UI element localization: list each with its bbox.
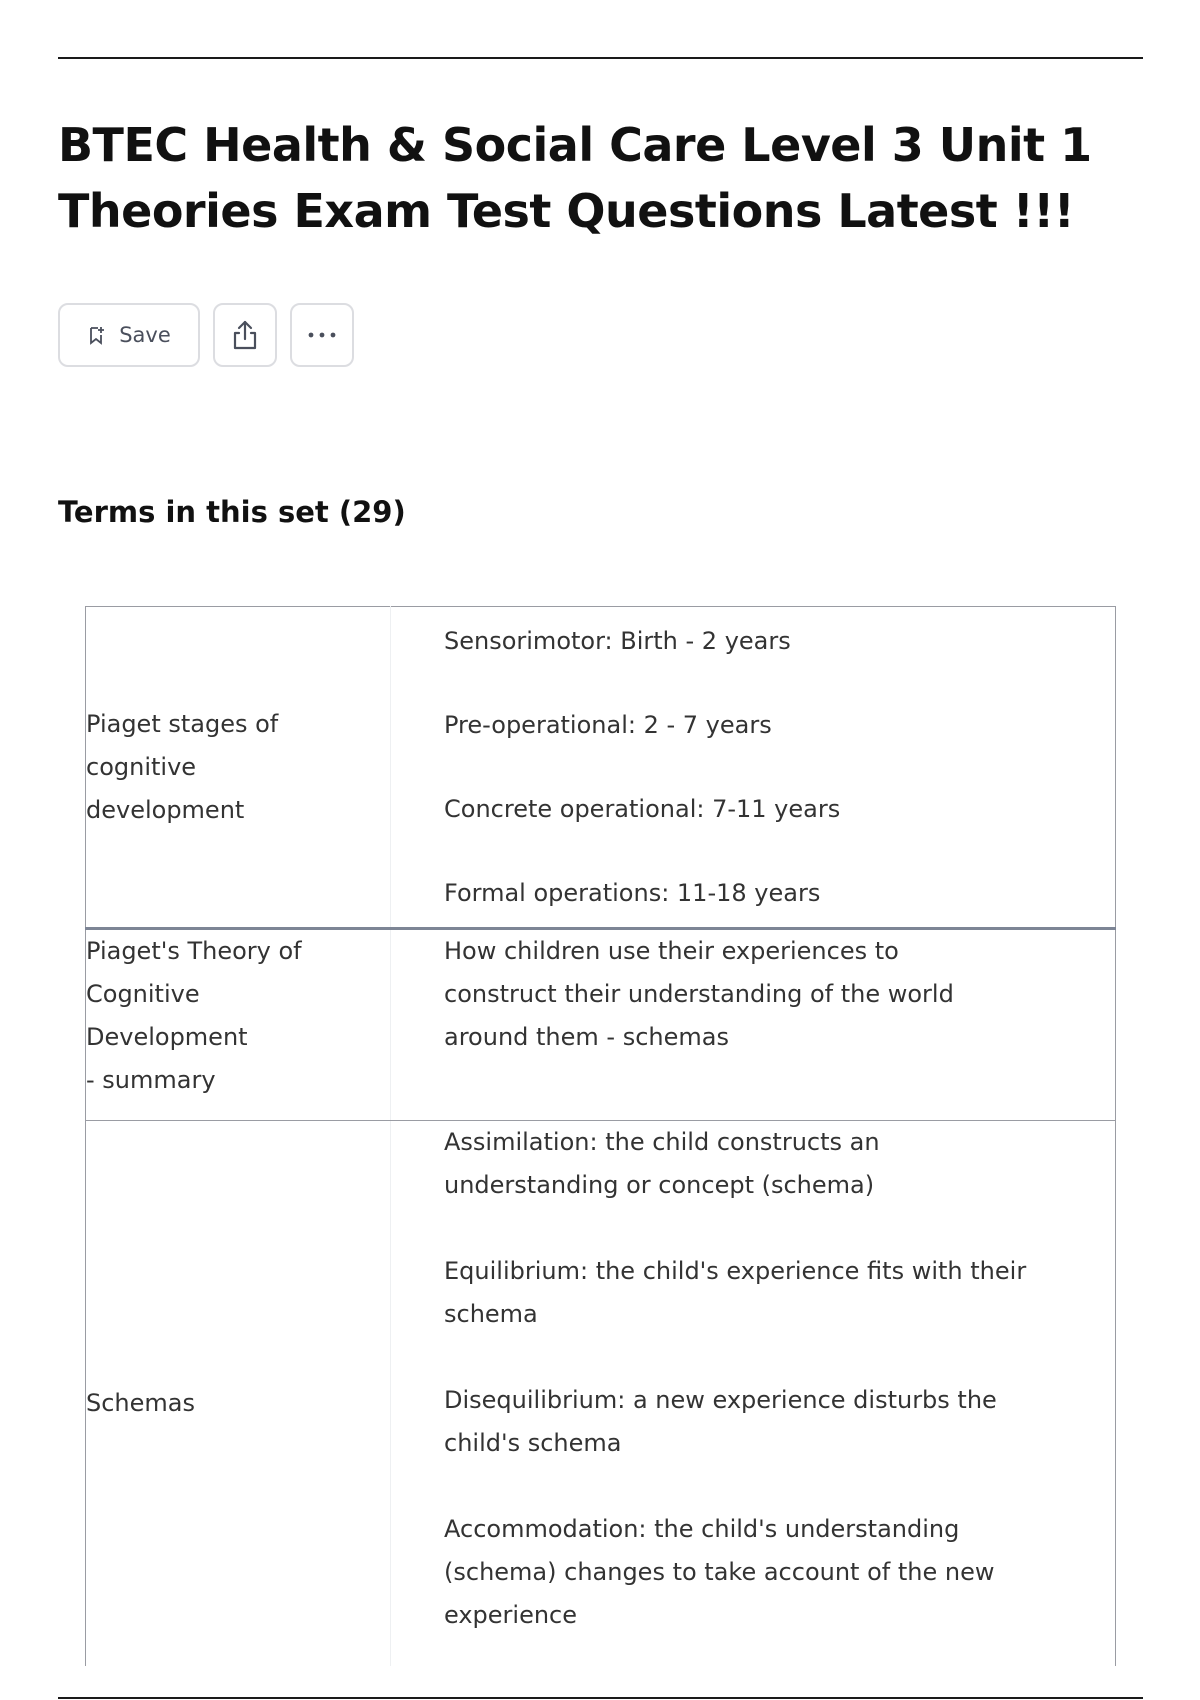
term-text: Piaget stages of (86, 709, 279, 738)
definition-cell (391, 1121, 1116, 1667)
definition-text: around them - schemas (444, 1023, 729, 1051)
bottom-divider (58, 1697, 1143, 1699)
definition-text: experience (444, 1601, 578, 1629)
definition-text: Concrete operational: 7-11 years (444, 794, 841, 823)
term-cell (86, 607, 391, 929)
term-text: cognitive (86, 752, 197, 781)
term-text: development (86, 795, 245, 824)
term-text: Piaget's Theory of (86, 937, 302, 965)
table-row (86, 1121, 1116, 1667)
definition-text: Disequilibrium: a new experience disturbs the (444, 1386, 997, 1414)
save-button[interactable] (58, 303, 200, 367)
term-cell (86, 929, 391, 1121)
table-row (86, 607, 1116, 929)
bookmark-add-icon (87, 325, 107, 345)
definition-cell (391, 607, 1116, 929)
share-button[interactable] (213, 303, 277, 367)
more-horizontal-icon (306, 331, 338, 339)
save-button-label: Save (119, 323, 171, 347)
definition-text: schema (444, 1300, 538, 1328)
page-title: BTEC Health & Social Care Level 3 Unit 1 Theories Exam Test Questions Latest !!! (58, 118, 1092, 238)
table-row (86, 929, 1116, 1121)
definition-text: Sensorimotor: Birth - 2 years (444, 626, 791, 655)
definition-text: construct their understanding of the world (444, 980, 954, 1008)
terms-section-heading: Terms in this set (29) (58, 495, 406, 529)
definition-text: (schema) changes to take account of the new (444, 1558, 995, 1586)
definition-text: Equilibrium: the child's experience fits with their (444, 1257, 1027, 1285)
term-text: Development (86, 1023, 248, 1051)
definition-text: Pre-operational: 2 - 7 years (444, 710, 772, 739)
definition-text: How children use their experiences to (444, 937, 899, 965)
definition-text: child's schema (444, 1429, 622, 1457)
definition-text: Assimilation: the child constructs an (444, 1128, 880, 1156)
definition-cell (391, 929, 1116, 1121)
top-divider (58, 57, 1143, 59)
term-cell (86, 1121, 391, 1667)
term-text: Cognitive (86, 980, 200, 1008)
share-icon (230, 319, 260, 351)
term-text: - summary (86, 1066, 216, 1094)
definition-text: understanding or concept (schema) (444, 1171, 875, 1199)
more-options-button[interactable] (290, 303, 354, 367)
term-text: Schemas (86, 1389, 195, 1417)
definition-text: Formal operations: 11-18 years (444, 878, 821, 907)
terms-table (85, 606, 1116, 1666)
definition-text: Accommodation: the child's understanding (444, 1515, 960, 1543)
action-toolbar (58, 303, 354, 367)
